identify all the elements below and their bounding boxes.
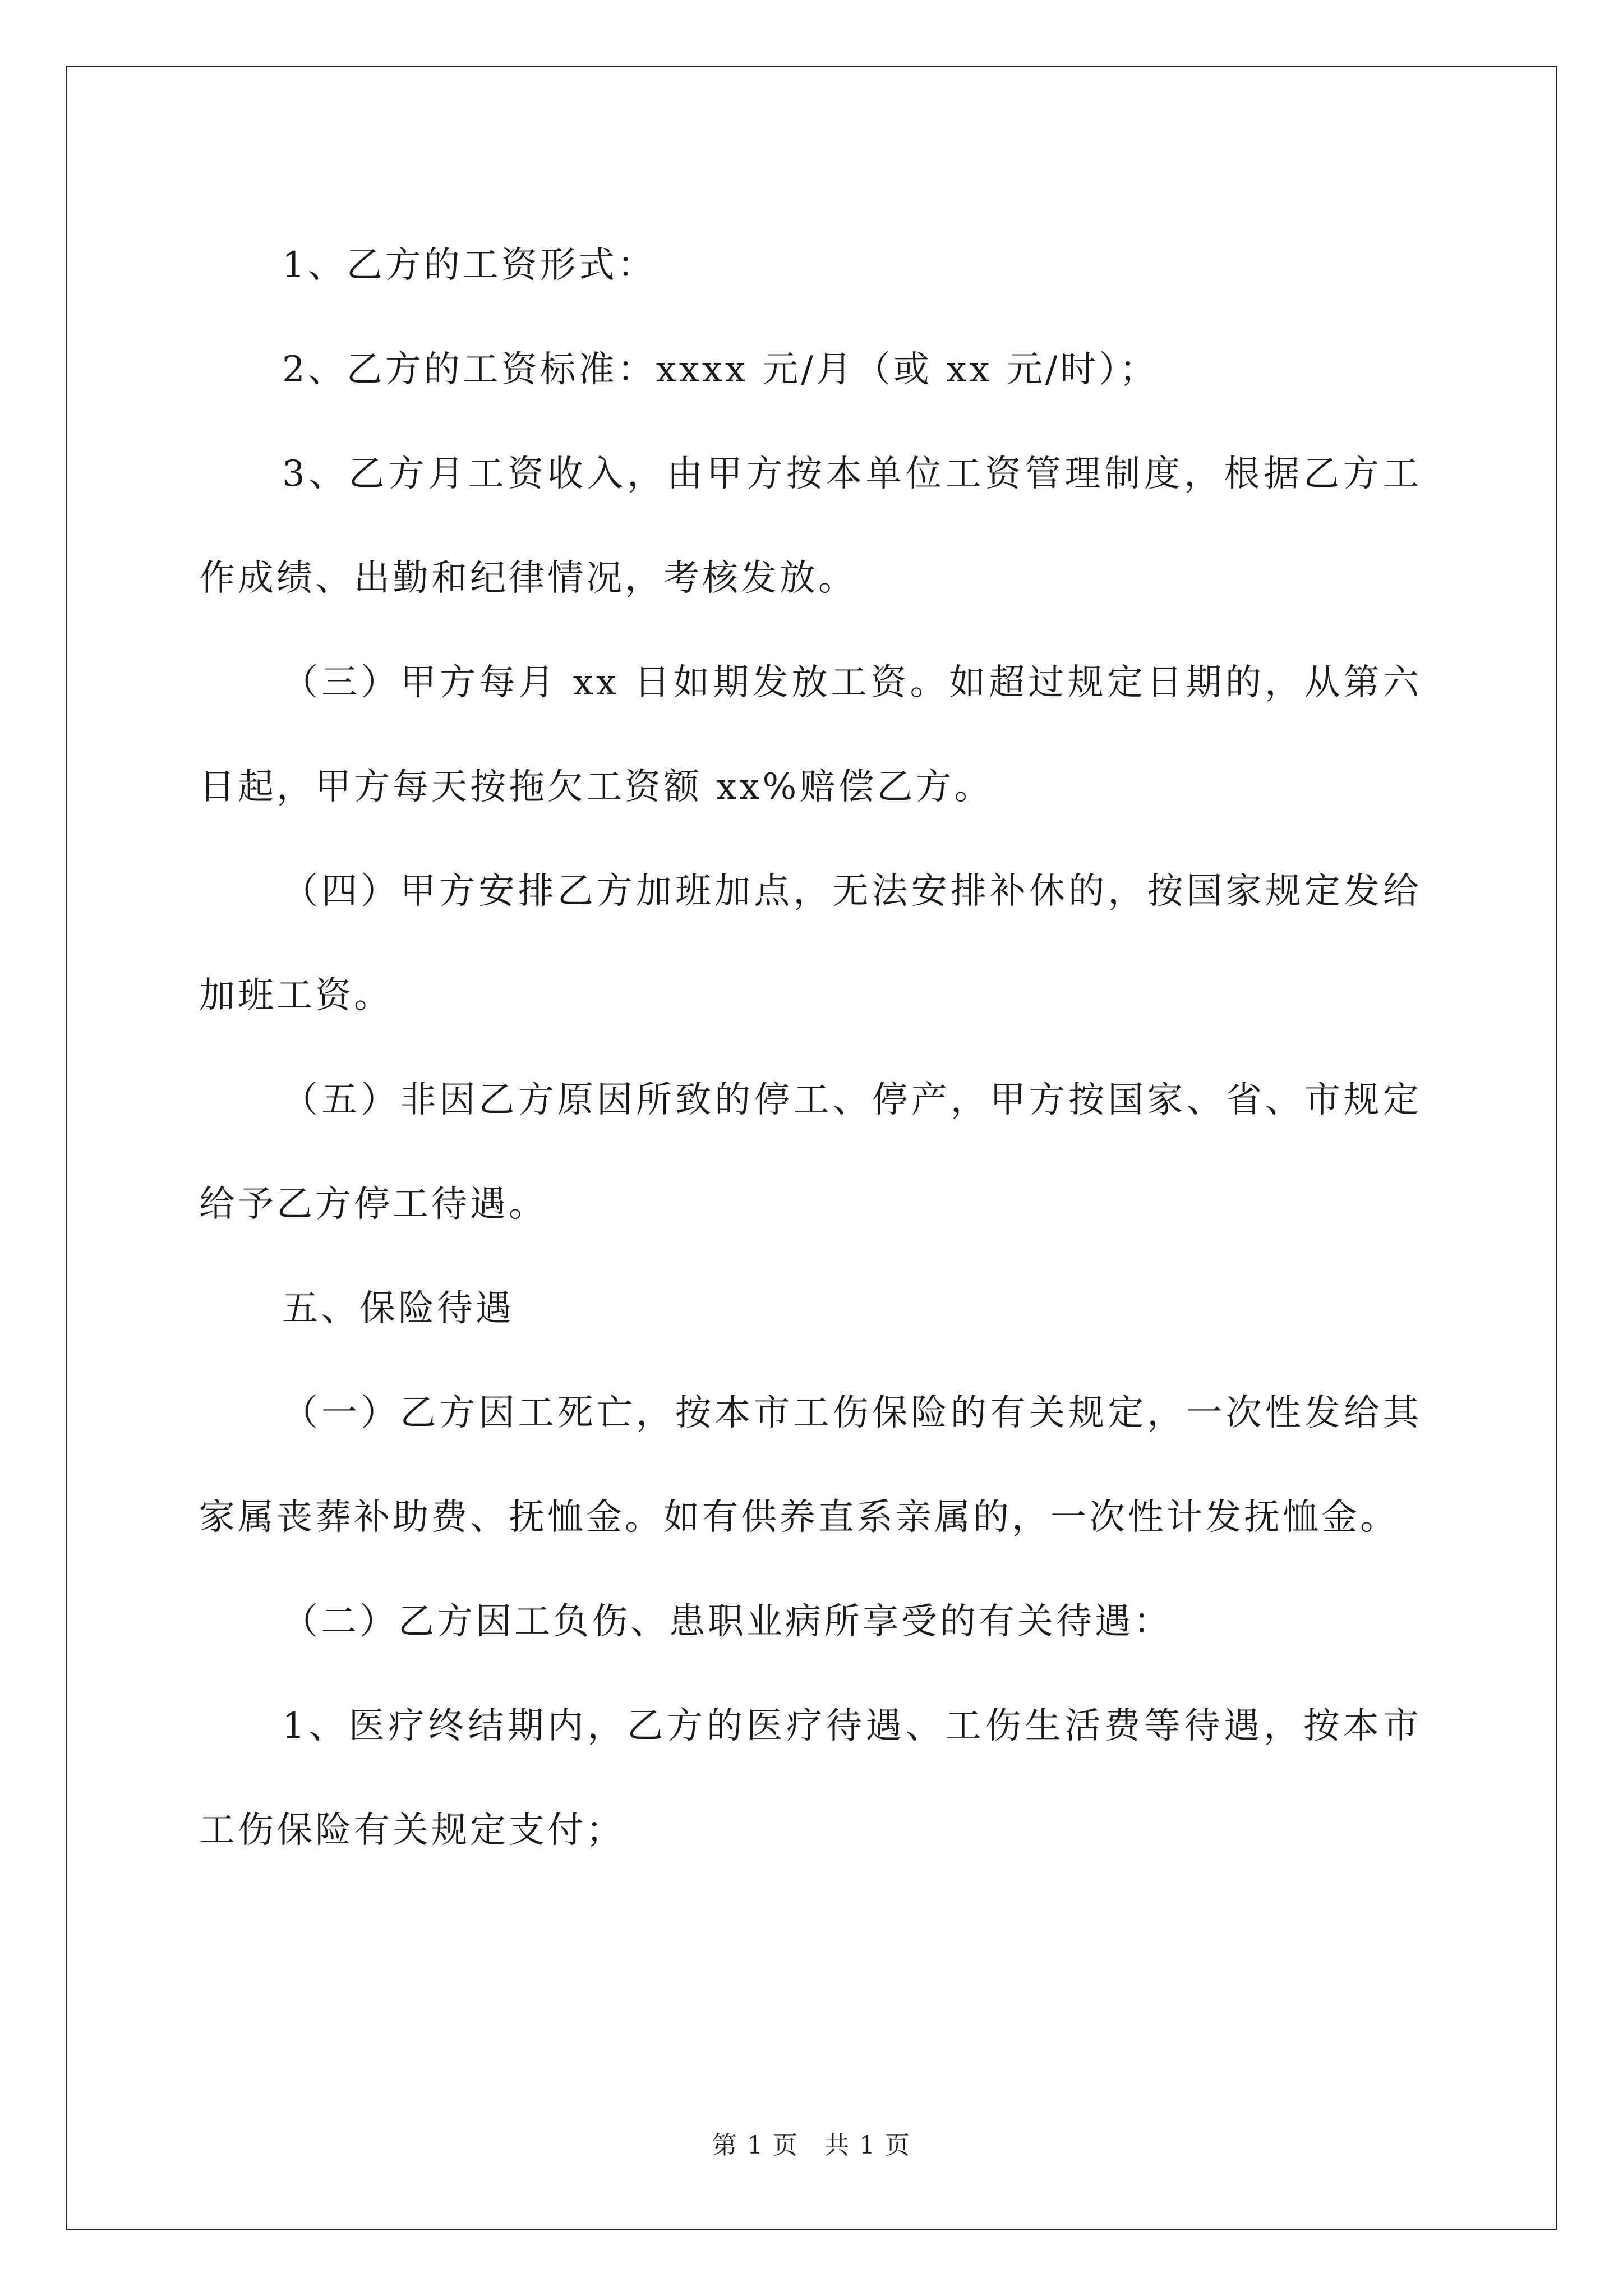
paragraph-work-death: （一）乙方因工死亡，按本市工伤保险的有关规定，一次性发给其家属丧葬补助费、抚恤金。如有供养直系亲属的，一次性计发抚恤金。: [199, 1392, 1422, 1538]
paragraph-wage-standard: 2、乙方的工资标准：xxxx 元/月（或 xx 元/时）；: [282, 349, 1159, 390]
section-heading-insurance: 五、保险待遇: [282, 1288, 514, 1329]
paragraph-work-injury: （二）乙方因工负伤、患职业病所享受的有关待遇：: [282, 1601, 1172, 1642]
paragraph-medical-period: 1、医疗终结期内，乙方的医疗待遇、工伤生活费等待遇，按本市工伤保险有关规定支付；: [199, 1705, 1422, 1851]
document-body: [199, 213, 1422, 1883]
paragraph-stoppage: （五）非因乙方原因所致的停工、停产，甲方按国家、省、市规定给予乙方停工待遇。: [199, 1079, 1422, 1225]
paragraph-payday: （三）甲方每月 xx 日如期发放工资。如超过规定日期的，从第六日起，甲方每天按拖欠工资额 xx%赔偿乙方。: [199, 662, 1422, 808]
paragraph-monthly-income: 3、乙方月工资收入，由甲方按本单位工资管理制度，根据乙方工作成绩、出勤和纪律情况，考核发放。: [199, 453, 1422, 599]
paragraph-wage-form: 1、乙方的工资形式：: [282, 245, 656, 286]
page-number-footer: 第 1 页 共 1 页: [712, 2131, 911, 2160]
paragraph-overtime: （四）甲方安排乙方加班加点，无法安排补休的，按国家规定发给加班工资。: [199, 871, 1422, 1016]
